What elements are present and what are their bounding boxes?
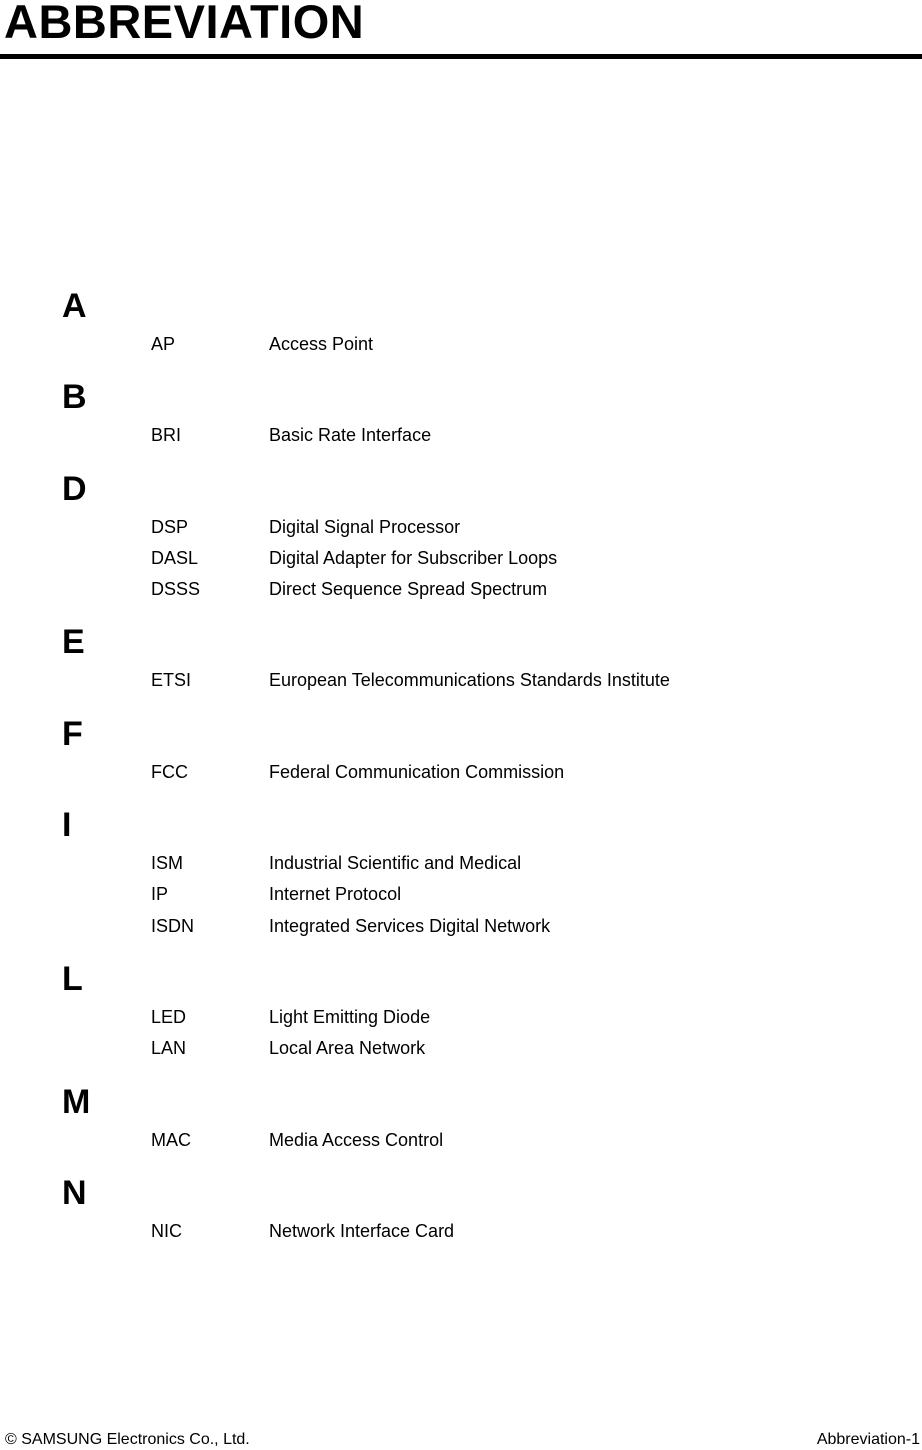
list-item (0, 879, 922, 910)
definition: Internet Protocol (269, 884, 402, 905)
section-l (0, 956, 922, 1079)
list-item (0, 848, 922, 879)
abbreviation: ETSI (151, 670, 192, 691)
list-item (0, 420, 922, 451)
abbreviation: MAC (151, 1129, 191, 1150)
abbreviation: IP (151, 884, 169, 905)
section-n (0, 1170, 922, 1261)
section-letter: D (62, 469, 87, 508)
abbreviation: NIC (151, 1220, 182, 1241)
abbreviation: LED (151, 1006, 187, 1027)
definition: Network Interface Card (269, 1220, 455, 1241)
section-e (0, 619, 922, 710)
section-i (0, 802, 922, 956)
definition: Digital Adapter for Subscriber Loops (269, 547, 558, 568)
section-b (0, 374, 922, 465)
abbreviation-list (0, 283, 922, 1261)
definition: Industrial Scientific and Medical (269, 853, 522, 874)
abbreviation: ISDN (151, 915, 195, 936)
title-rule (0, 54, 922, 59)
section-letter: B (62, 378, 87, 417)
list-item (0, 1033, 922, 1064)
definition: Digital Signal Processor (269, 516, 461, 537)
list-item (0, 757, 922, 788)
abbreviation: DSSS (151, 579, 201, 600)
abbreviation: AP (151, 334, 176, 354)
definition: Local Area Network (269, 1038, 426, 1059)
page-number: Abbreviation-1 (816, 1431, 920, 1448)
list-item (0, 512, 922, 543)
section-a (0, 283, 922, 374)
definition: Direct Sequence Spread Spectrum (269, 579, 548, 600)
section-letter: E (62, 623, 85, 662)
definition: Federal Communication Commission (269, 761, 565, 782)
page-title: ABBREVIATION (4, 0, 365, 48)
definition: Media Access Control (269, 1129, 444, 1150)
list-item (0, 1216, 922, 1247)
list-item (0, 665, 922, 696)
definition: Light Emitting Diode (269, 1006, 431, 1027)
abbreviation: FCC (151, 761, 188, 782)
definition: European Telecommunications Standards Institute (269, 670, 670, 691)
list-item (0, 329, 922, 360)
section-letter: F (62, 714, 83, 753)
list-item (0, 1125, 922, 1156)
section-f (0, 711, 922, 802)
section-m (0, 1079, 922, 1170)
copyright-notice: © SAMSUNG Electronics Co., Ltd. (5, 1431, 250, 1448)
list-item (0, 911, 922, 942)
page-footer (0, 1430, 922, 1450)
list-item (0, 543, 922, 574)
abbreviation: BRI (151, 425, 182, 446)
list-item (0, 1002, 922, 1033)
section-letter: L (62, 959, 83, 998)
section-letter: N (62, 1173, 87, 1212)
section-letter: M (62, 1082, 91, 1121)
list-item (0, 574, 922, 605)
definition: Access Point (269, 334, 374, 354)
definition: Basic Rate Interface (269, 425, 432, 446)
abbreviation: DSP (151, 516, 189, 537)
abbreviation: ISM (151, 853, 184, 874)
section-letter: A (62, 287, 87, 325)
definition: Integrated Services Digital Network (269, 915, 551, 936)
abbreviation: LAN (151, 1038, 187, 1059)
abbreviation: DASL (151, 547, 199, 568)
section-letter: I (62, 806, 72, 845)
section-d (0, 466, 922, 620)
